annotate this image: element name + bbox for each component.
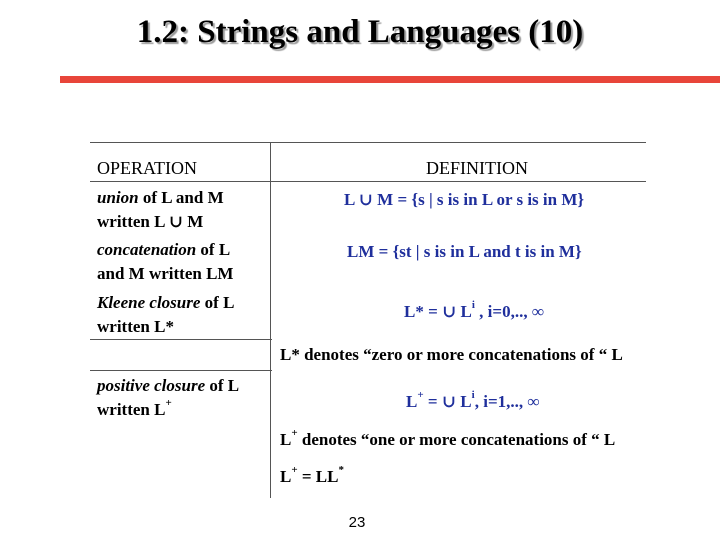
kleene-op-rest: of L <box>200 293 235 312</box>
kleene-row-rule <box>90 339 272 340</box>
kleene-op-line2: written L* <box>97 317 174 336</box>
positive-term: positive closure <box>97 376 206 395</box>
positive-note-rest: denotes “one or more concatenations of “ L <box>297 430 616 449</box>
kleene-def-base: L* = ∪ L <box>404 302 472 321</box>
positive-def-tail: , i=1,.., ∞ <box>474 392 540 411</box>
union-operation <box>97 186 269 234</box>
concatenation-term: concatenation <box>97 240 197 259</box>
concatenation-op-line2: and M written LM <box>97 264 234 283</box>
page-number: 23 <box>348 514 366 531</box>
concatenation-definition: LM = {st | s is in L and t is in M} <box>347 242 582 261</box>
union-op-line2: written L ∪ M <box>97 212 204 231</box>
header-operation: OPERATION <box>97 158 198 178</box>
positive-operation <box>97 374 269 422</box>
positive-eq-mid: = LL <box>297 467 339 486</box>
kleene-term: Kleene closure <box>97 293 201 312</box>
union-op-rest: of L and M <box>138 188 224 207</box>
positive-def-sup2: i <box>471 389 475 402</box>
kleene-definition <box>404 300 544 324</box>
positive-op-line2-sup: + <box>165 397 172 410</box>
positive-def-sup1: + <box>417 389 424 402</box>
positive-note-base: L <box>280 430 292 449</box>
positive-equation <box>280 465 344 489</box>
kleene-note-rule <box>90 370 272 371</box>
kleene-operation <box>97 291 269 339</box>
concatenation-operation <box>97 238 269 286</box>
table-header-rule <box>90 181 646 182</box>
table-top-rule <box>90 142 646 143</box>
kleene-def-tail: , i=0,.., ∞ <box>474 302 544 321</box>
positive-op-line2-base: written L <box>97 400 166 419</box>
concatenation-op-rest: of L <box>196 240 231 259</box>
union-term: union <box>97 188 139 207</box>
positive-def-base: L <box>406 392 418 411</box>
union-definition: L ∪ M = {s | s is in L or s is in M} <box>344 190 585 209</box>
positive-eq-sup1: + <box>291 464 298 477</box>
kleene-note: L* denotes “zero or more concatenations of “ L <box>280 345 623 364</box>
positive-note-sup: + <box>291 427 298 440</box>
kleene-def-sup: i <box>471 299 475 312</box>
positive-definition <box>406 390 540 414</box>
title-underline <box>60 76 720 83</box>
positive-op-rest: of L <box>205 376 240 395</box>
slide-title: 1.2: Strings and Languages (10) <box>136 14 584 50</box>
positive-eq-sup2: * <box>338 464 344 477</box>
positive-eq-base: L <box>280 467 292 486</box>
table-column-divider <box>270 142 271 498</box>
positive-def-mid: = ∪ L <box>423 392 472 411</box>
header-definition: DEFINITION <box>426 158 528 178</box>
positive-note <box>280 428 615 452</box>
